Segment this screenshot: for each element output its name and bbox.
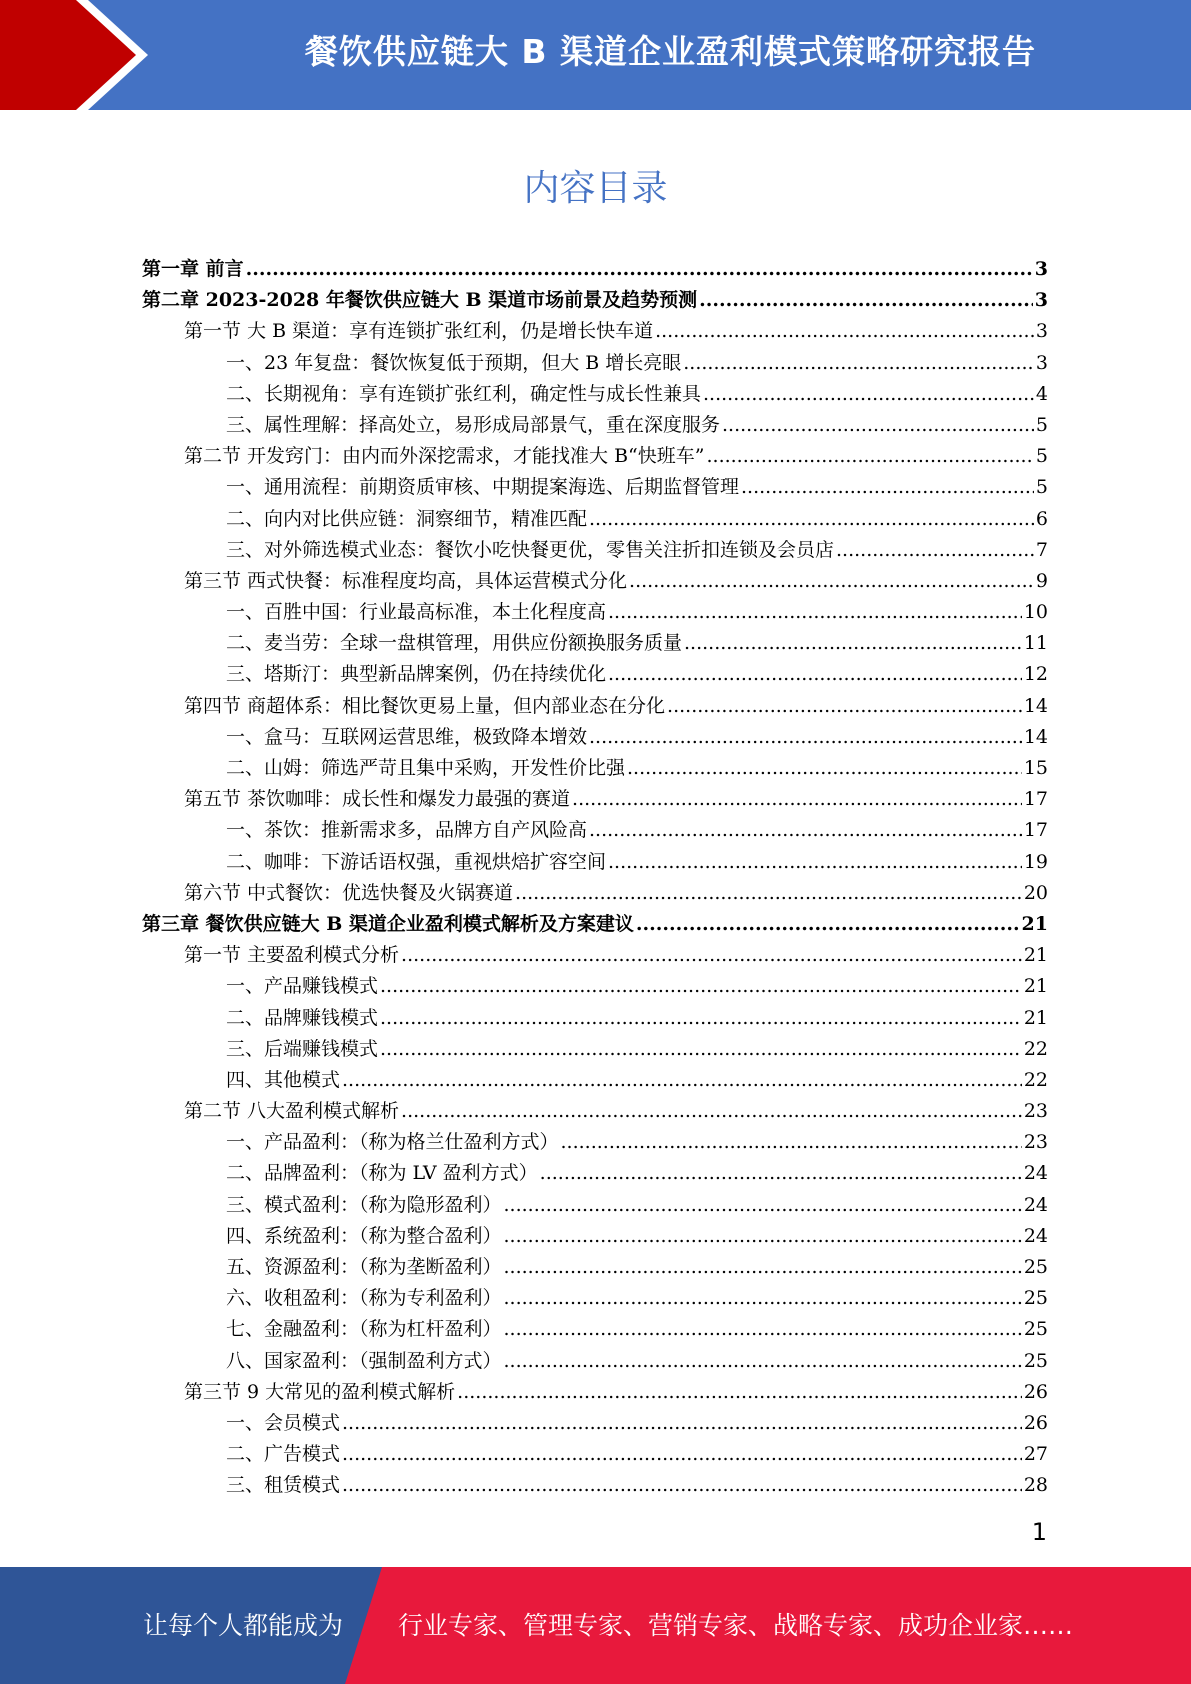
toc-page-number: 22: [1023, 1037, 1048, 1060]
toc-entry-text: 二、麦当劳：全球一盘棋管理，用供应份额换服务质量: [226, 632, 683, 655]
toc-chapter[interactable]: [142, 285, 1048, 316]
toc-leader-dots: [515, 878, 1022, 909]
toc-entry-text: 一、产品盈利：（称为格兰仕盈利方式）: [226, 1131, 559, 1154]
toc-subsection[interactable]: [142, 1034, 1048, 1065]
toc-entry-text: 一、会员模式: [226, 1411, 341, 1434]
toc-section[interactable]: [142, 940, 1048, 971]
toc-subsection[interactable]: [142, 971, 1048, 1002]
toc-entry-text: 一、产品赚钱模式: [226, 975, 379, 998]
toc-page-number: 17: [1023, 819, 1048, 842]
toc-entry-text: 第三章 餐饮供应链大 B 渠道企业盈利模式解析及方案建议: [142, 912, 634, 935]
toc-leader-dots: [608, 659, 1022, 690]
toc-leader-dots: [608, 597, 1022, 628]
toc-entry-text: 第三节 9 大常见的盈利模式解析: [184, 1380, 456, 1403]
toc-subsection[interactable]: [142, 847, 1048, 878]
toc-page-number: 6: [1035, 507, 1048, 530]
toc-subsection[interactable]: [142, 1408, 1048, 1439]
toc-entry-text: 二、品牌盈利：（称为 LV 盈利方式）: [226, 1162, 538, 1185]
toc-subsection[interactable]: [142, 628, 1048, 659]
header-band: [0, 0, 1191, 110]
toc-leader-dots: [504, 1221, 1022, 1252]
toc-subsection[interactable]: [142, 1127, 1048, 1158]
toc-entry-text: 六、收租盈利：（称为专利盈利）: [226, 1287, 502, 1310]
toc-chapter[interactable]: [142, 909, 1048, 940]
toc-section[interactable]: [142, 878, 1048, 909]
toc-page-number: 24: [1023, 1162, 1048, 1185]
toc-leader-dots: [636, 909, 1020, 940]
footer-slogan-right: 行业专家、管理专家、营销专家、战略专家、成功企业家……: [398, 1611, 1074, 1640]
toc-page-number: 17: [1023, 788, 1048, 811]
table-of-contents: [142, 254, 1048, 1502]
toc-leader-dots: [504, 1314, 1022, 1345]
toc-leader-dots: [722, 410, 1034, 441]
toc-page-number: 3: [1034, 289, 1048, 312]
toc-subsection[interactable]: [142, 379, 1048, 410]
toc-page-number: 25: [1023, 1256, 1048, 1278]
toc-leader-dots: [342, 1470, 1022, 1501]
toc-leader-dots: [683, 348, 1034, 379]
toc-leader-dots: [608, 847, 1022, 878]
toc-leader-dots: [699, 285, 1033, 316]
toc-entry-text: 一、盒马：互联网运营思维，极致降本增效: [226, 725, 588, 748]
toc-section[interactable]: [142, 1096, 1048, 1127]
toc-entry-text: 三、后端赚钱模式: [226, 1037, 379, 1060]
toc-leader-dots: [703, 379, 1034, 410]
toc-subsection[interactable]: [142, 1252, 1048, 1283]
toc-subsection[interactable]: [142, 504, 1048, 535]
footer-band: [0, 1567, 1191, 1684]
toc-chapter[interactable]: [142, 254, 1048, 285]
toc-page-number: 14: [1023, 694, 1048, 717]
toc-leader-dots: [589, 504, 1034, 535]
footer-slogan-left: 让每个人都能成为: [143, 1611, 344, 1640]
toc-leader-dots: [561, 1127, 1022, 1158]
toc-page-number: 3: [1035, 351, 1048, 374]
toc-page-number: 4: [1035, 382, 1048, 405]
toc-subsection[interactable]: [142, 1439, 1048, 1470]
toc-entry-text: 第一节 主要盈利模式分析: [184, 944, 400, 967]
toc-page-number: 26: [1023, 1411, 1048, 1434]
toc-leader-dots: [684, 628, 1022, 659]
toc-entry-text: 四、系统盈利：（称为整合盈利）: [226, 1224, 502, 1247]
toc-subsection[interactable]: [142, 1314, 1048, 1345]
toc-entry-text: 三、塔斯汀：典型新品牌案例，仍在持续优化: [226, 663, 607, 686]
toc-page-number: 7: [1035, 538, 1048, 561]
toc-leader-dots: [504, 1252, 1022, 1283]
toc-page-number: 21: [1021, 912, 1048, 935]
toc-subsection[interactable]: [142, 1221, 1048, 1252]
toc-subsection[interactable]: [142, 815, 1048, 846]
toc-leader-dots: [589, 722, 1022, 753]
toc-page-number: 25: [1023, 1318, 1048, 1341]
toc-entry-text: 二、咖啡：下游话语权强，重视烘焙扩容空间: [226, 850, 607, 873]
toc-subsection[interactable]: [142, 472, 1048, 503]
toc-entry-text: 第六节 中式餐饮：优选快餐及火锅赛道: [184, 881, 514, 904]
toc-entry-text: 一、23 年复盘：餐饮恢复低于预期，但大 B 增长亮眼: [226, 351, 682, 374]
toc-section[interactable]: [142, 691, 1048, 722]
toc-section[interactable]: [142, 441, 1048, 472]
toc-leader-dots: [380, 971, 1022, 1002]
toc-leader-dots: [655, 316, 1034, 347]
toc-page-number: 3: [1034, 258, 1048, 280]
toc-page-number: 15: [1023, 757, 1048, 779]
toc-entry-text: 七、金融盈利：（称为杠杆盈利）: [226, 1318, 502, 1341]
toc-entry-text: 第二节 开发窍门：由内而外深挖需求，才能找准大 B“快班车”: [184, 445, 705, 468]
toc-page-number: 3: [1035, 320, 1048, 343]
toc-page-number: 21: [1023, 944, 1048, 967]
toc-leader-dots: [572, 784, 1022, 815]
toc-subsection[interactable]: [142, 348, 1048, 379]
toc-subsection[interactable]: [142, 1190, 1048, 1221]
toc-leader-dots: [401, 1096, 1022, 1127]
toc-page-number: 5: [1035, 413, 1048, 436]
toc-subsection[interactable]: [142, 1003, 1048, 1034]
toc-leader-dots: [504, 1346, 1022, 1377]
toc-page-number: 26: [1023, 1380, 1048, 1403]
toc-page-number: 23: [1023, 1131, 1048, 1154]
toc-subsection[interactable]: [142, 410, 1048, 441]
toc-leader-dots: [457, 1377, 1022, 1408]
toc-leader-dots: [667, 691, 1022, 722]
toc-section[interactable]: [142, 784, 1048, 815]
toc-subsection[interactable]: [142, 535, 1048, 566]
toc-entry-text: 三、租赁模式: [226, 1474, 341, 1497]
toc-leader-dots: [589, 815, 1022, 846]
toc-subsection[interactable]: [142, 1346, 1048, 1377]
toc-leader-dots: [627, 753, 1022, 784]
toc-entry-text: 三、属性理解：择高处立，易形成局部景气，重在深度服务: [226, 413, 721, 436]
toc-leader-dots: [342, 1065, 1022, 1096]
toc-entry-text: 第二节 八大盈利模式解析: [184, 1100, 400, 1123]
toc-leader-dots: [246, 254, 1033, 285]
toc-page-number: 5: [1035, 476, 1048, 499]
toc-entry-text: 二、山姆：筛选严苛且集中采购，开发性价比强: [226, 757, 626, 779]
toc-leader-dots: [380, 1034, 1022, 1065]
toc-section[interactable]: [142, 316, 1048, 347]
toc-page-number: 20: [1023, 881, 1048, 904]
toc-page-number: 23: [1023, 1100, 1048, 1123]
toc-entry-text: 第一节 大 B 渠道：享有连锁扩张红利，仍是增长快车道: [184, 320, 654, 343]
toc-entry-text: 第四节 商超体系：相比餐饮更易上量，但内部业态在分化: [184, 694, 666, 717]
toc-page-number: 21: [1023, 1006, 1048, 1029]
toc-leader-dots: [504, 1283, 1022, 1314]
toc-entry-text: 二、广告模式: [226, 1443, 341, 1466]
toc-page-number: 11: [1023, 632, 1048, 655]
toc-entry-text: 一、百胜中国：行业最高标准，本土化程度高: [226, 601, 607, 624]
toc-subsection[interactable]: [142, 1158, 1048, 1189]
toc-page-number: 12: [1023, 663, 1048, 686]
toc-page-number: 14: [1023, 725, 1048, 748]
page-number: 1: [1031, 1518, 1047, 1546]
toc-subsection[interactable]: [142, 722, 1048, 753]
toc-page-number: 9: [1035, 569, 1048, 592]
toc-subsection[interactable]: [142, 659, 1048, 690]
toc-leader-dots: [342, 1439, 1022, 1470]
toc-section[interactable]: [142, 1377, 1048, 1408]
toc-subsection[interactable]: [142, 1065, 1048, 1096]
toc-section[interactable]: [142, 566, 1048, 597]
toc-leader-dots: [706, 441, 1033, 472]
toc-entry-text: 二、向内对比供应链：洞察细节，精准匹配: [226, 507, 588, 530]
toc-entry-text: 第三节 西式快餐：标准程度均高，具体运营模式分化: [184, 569, 628, 592]
toc-page-number: 28: [1023, 1474, 1048, 1497]
toc-page-number: 24: [1023, 1224, 1048, 1247]
toc-subsection[interactable]: [142, 1470, 1048, 1501]
toc-leader-dots: [504, 1190, 1022, 1221]
toc-entry-text: 五、资源盈利：（称为垄断盈利）: [226, 1256, 502, 1278]
toc-leader-dots: [741, 472, 1034, 503]
toc-heading: 内容目录: [523, 168, 668, 209]
toc-subsection[interactable]: [142, 753, 1048, 784]
toc-entry-text: 第一章 前言: [142, 258, 244, 280]
toc-entry-text: 二、品牌赚钱模式: [226, 1006, 379, 1029]
toc-page-number: 24: [1023, 1193, 1048, 1216]
toc-page-number: 25: [1023, 1349, 1048, 1372]
toc-leader-dots: [540, 1158, 1022, 1189]
toc-entry-text: 二、长期视角：享有连锁扩张红利，确定性与成长性兼具: [226, 382, 702, 405]
toc-leader-dots: [401, 940, 1022, 971]
toc-entry-text: 三、对外筛选模式业态：餐饮小吃快餐更优，零售关注折扣连锁及会员店: [226, 538, 835, 561]
toc-leader-dots: [836, 535, 1034, 566]
toc-entry-text: 第五节 茶饮咖啡：成长性和爆发力最强的赛道: [184, 788, 571, 811]
report-title: 餐饮供应链大 B 渠道企业盈利模式策略研究报告: [304, 32, 1037, 71]
toc-page-number: 22: [1023, 1068, 1048, 1091]
toc-entry-text: 第二章 2023-2028 年餐饮供应链大 B 渠道市场前景及趋势预测: [142, 289, 698, 312]
toc-subsection[interactable]: [142, 1283, 1048, 1314]
toc-entry-text: 一、通用流程：前期资质审核、中期提案海选、后期监督管理: [226, 476, 740, 499]
toc-leader-dots: [342, 1408, 1022, 1439]
toc-leader-dots: [380, 1003, 1022, 1034]
toc-entry-text: 三、模式盈利：（称为隐形盈利）: [226, 1193, 502, 1216]
toc-leader-dots: [629, 566, 1034, 597]
toc-subsection[interactable]: [142, 597, 1048, 628]
toc-page-number: 25: [1023, 1287, 1048, 1310]
toc-page-number: 19: [1023, 850, 1048, 873]
toc-page-number: 27: [1023, 1443, 1048, 1466]
toc-entry-text: 一、茶饮：推新需求多，品牌方自产风险高: [226, 819, 588, 842]
toc-entry-text: 四、其他模式: [226, 1068, 341, 1091]
header-arrow-shape: [0, 0, 150, 110]
toc-entry-text: 八、国家盈利：（强制盈利方式）: [226, 1349, 502, 1372]
toc-page-number: 10: [1023, 601, 1048, 624]
toc-page-number: 5: [1035, 445, 1048, 468]
toc-page-number: 21: [1023, 975, 1048, 998]
